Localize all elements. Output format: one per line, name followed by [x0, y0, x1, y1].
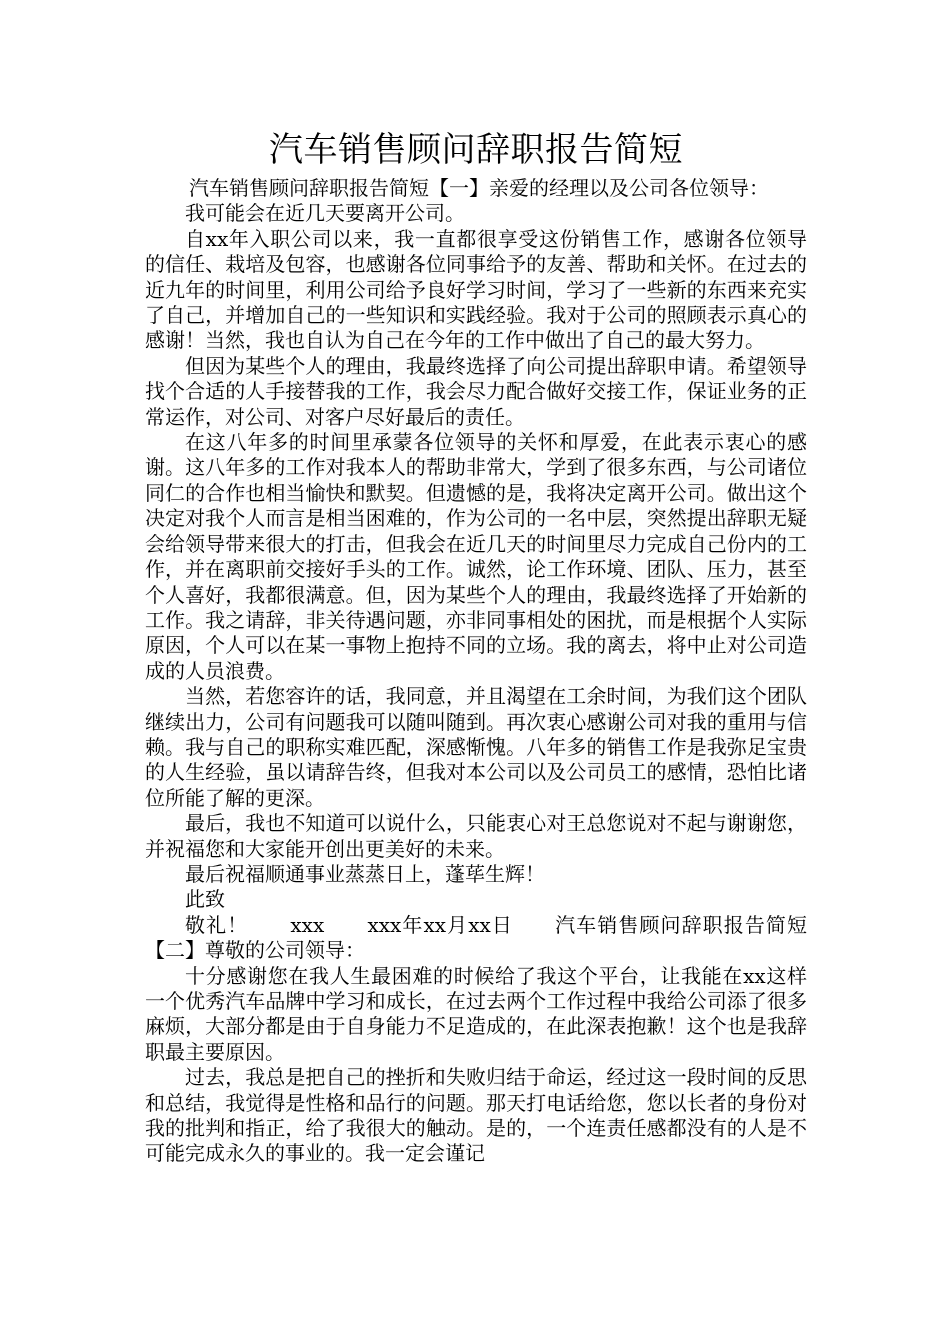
paragraph-9: 此致 — [185, 887, 225, 912]
paragraph-6: 当然，若您容许的话，我同意，并且渴望在工余时间，为我们这个团队继续出力，公司有问题我可以随叫随到。再次衷心感谢公司对我的重用与信赖。我与自己的职称实难匹配，深感惭愧。八年多的销售工作是我弥足宝贵的人生经验，虽以请辞告终，但我对本公司以及公司员工的感情，恐怕比诸位所能了解的更深。 — [145, 684, 807, 810]
document-page — [145, 128, 807, 1167]
paragraph-5: 在这八年多的时间里承蒙各位领导的关怀和厚爱，在此表示衷心的感谢。这八年多的工作对我本人的帮助非常大，学到了很多东西，与公司诸位同仁的合作也相当愉快和默契。但遗憾的是，我将决定离开公司。做出这个决定对我个人而言是相当困难的，作为公司的一名中层，突然提出辞职无疑会给领导带来很大的打击，但我会在近几天的时间里尽力完成自己份内的工作，并在离职前交接好手头的工作。诚然，论工作环境、团队、压力，甚至个人喜好，我都很满意。但，因为某些个人的理由，我最终选择了开始新的工作。我之请辞，非关待遇问题，亦非同事相处的困扰，而是根据个人实际原因，个人可以在某一事物上抱持不同的立场。我的离去，将中止对公司造成的人员浪费。 — [145, 430, 807, 683]
paragraph-10: 敬礼！ xxx xxx年xx月xx日 汽车销售顾问辞职报告简短【二】尊敬的公司领导： — [145, 912, 807, 963]
paragraph-11: 十分感谢您在我人生最困难的时候给了我这个平台，让我能在xx这样一个优秀汽车品牌中学习和成长，在过去两个工作过程中我给公司添了很多麻烦，大部分都是由于自身能力不足造成的，在此深表抱歉！这个也是我辞职最主要原因。 — [145, 963, 807, 1064]
paragraph-2: 我可能会在近几天要离开公司。 — [185, 201, 465, 226]
paragraph-12: 过去，我总是把自己的挫折和失败归结于命运，经过这一段时间的反思和总结，我觉得是性格和品行的问题。那天打电话给您，您以长者的身份对我的批判和指正，给了我很大的触动。是的，一个连责任感都没有的人是不可能完成永久的事业的。我一定会谨记 — [145, 1065, 807, 1166]
paragraph-3: 自xx年入职公司以来，我一直都很享受这份销售工作，感谢各位领导的信任、栽培及包容，也感谢各位同事给予的友善、帮助和关怀。在过去的近九年的时间里，利用公司给予良好学习时间，学习了一些新的东西来充实了自己，并增加自己的一些知识和实践经验。我对于公司的照顾表示真心的感谢！当然，我也自认为自己在今年的工作中做出了自己的最大努力。 — [145, 226, 807, 353]
paragraph-7: 最后，我也不知道可以说什么，只能衷心对王总您说对不起与谢谢您，并祝福您和大家能开创出更美好的未来。 — [145, 811, 807, 861]
paragraph-4: 但因为某些个人的理由，我最终选择了向公司提出辞职申请。希望领导找个合适的人手接替我的工作，我会尽力配合做好交接工作，保证业务的正常运作，对公司、对客户尽好最后的责任。 — [145, 353, 807, 429]
document-title: 汽车销售顾问辞职报告简短 — [269, 130, 683, 170]
paragraph-1: 汽车销售顾问辞职报告简短【一】亲爱的经理以及公司各位领导： — [189, 176, 769, 200]
paragraph-8: 最后祝福顺通事业蒸蒸日上，蓬荜生辉！ — [185, 861, 545, 886]
